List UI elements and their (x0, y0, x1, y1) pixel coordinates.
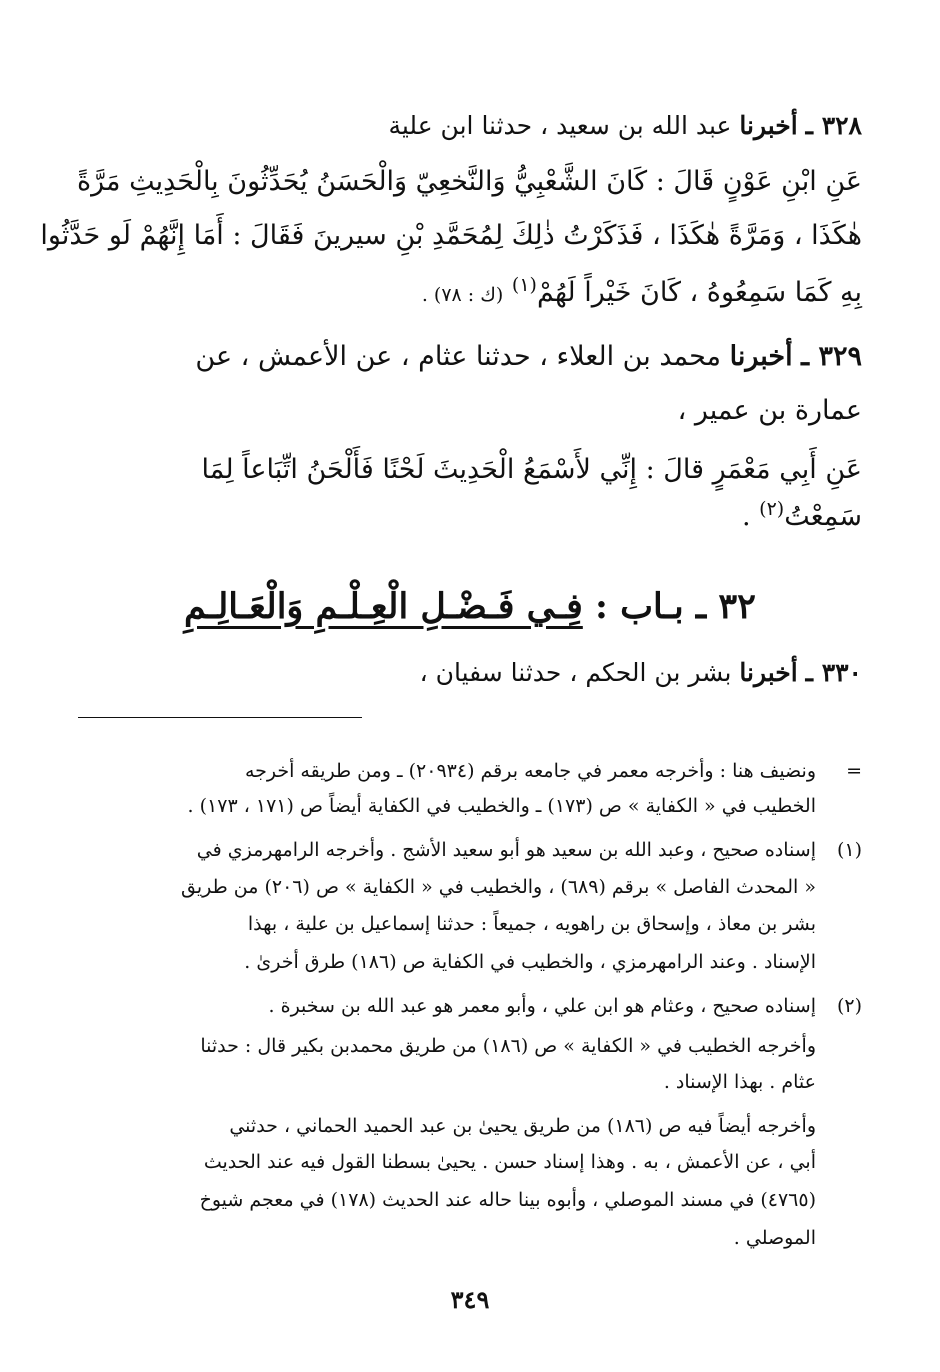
source-reference: (ك : ٧٨) . (421, 284, 504, 306)
hadith-number: ٣٢٨ ـ (805, 111, 862, 140)
footnote-continuation-line-1: ونضيف هنا : وأخرجه معمر في جامعه برقم (٢٠٩٣٤) ـ ومن طريقه أخرجه (244, 760, 816, 782)
footnote-2-line-2: وأخرجه الخطيب في « الكفاية » ص (١٨٦) من طريق محمدبن بكير قال : حدثنا (200, 1035, 816, 1057)
matn-text: سَمِعْتُ (784, 501, 862, 532)
footnote-2-mark: (٢) (836, 995, 862, 1017)
hadith-329-matn-line-1: عَنِ أَبِي مَعْمَرٍ قالَ : إِنِّي لأَسْمَعُ الْحَدِيثَ لَحْنًا فَأَلْحَنُ اتِّبَاعاً لِمَا (201, 454, 862, 485)
hadith-329-isnad-line-2: عمارة بن عمير ، (677, 395, 862, 426)
chapter-title: فِـي فَـضْـلِ الْعِـلْـمِ وَالْعَـالِـمِ (184, 586, 583, 627)
chapter-prefix: ٣٢ ـ بـاب : (595, 586, 756, 627)
hadith-328-isnad (78, 113, 862, 138)
footnote-2-line-1: إسناده صحيح ، وعثام هو ابن علي ، وأبو معمر هو عبد الله بن سخبرة . (268, 995, 816, 1017)
footnote-1-line-2: « المحدث الفاصل » برقم (٦٨٩) ، والخطيب في « الكفاية » ص (٢٠٦) من طريق (181, 876, 816, 898)
hadith-329-isnad-line-1 (78, 343, 862, 370)
footnote-2-line-3: عثام . بهذا الإسناد . (663, 1071, 816, 1093)
hadith-328-matn-line-2: هٰكَذَا ، وَمَرَّةً هٰكَذَا ، فَذَكَرْتُ ذٰلِكَ لِمُحَمَّدِ بْنِ سيرينَ فَقَالَ : أَمَا إِنَّهُمْ لَو حَدَّثُوا (40, 220, 862, 251)
end-mark: . (741, 501, 751, 532)
footnote-ref: (٢) (759, 498, 785, 520)
hadith-328-matn-line-1: عَنِ ابْنِ عَوْنٍ قَالَ : كَانَ الشَّعْبِيُّ وَالنَّخعِيّ وَالْحَسَنُ يُحَدِّثُونَ بِالْحَدِيثِ مَرَّةً (77, 166, 862, 197)
footnote-1-line-3: بشر بن معاذ ، وإسحاق بن راهويه ، جميعاً : حدثنا إسماعيل بن علية ، بهذا (247, 913, 816, 935)
isnad-text: محمد بن العلاء ، حدثنا عثام ، عن الأعمش ، عن (195, 341, 721, 372)
footnote-continuation-line-2: الخطيب في « الكفاية » ص (١٧٣) ـ والخطيب في الكفاية أيضاً ص (١٧١ ، ١٧٣) . (187, 795, 816, 817)
hadith-number: ٣٣٠ ـ (805, 658, 862, 687)
isnad-text: بشر بن الحكم ، حدثنا سفيان ، (419, 658, 732, 687)
footnote-1-line-4: الإسناد . وعند الرامهرمزي ، والخطيب في الكفاية ص (١٨٦) طرق أخرىٰ . (244, 951, 816, 973)
footnote-continuation-mark: = (846, 760, 862, 782)
footnote-1-mark: (١) (836, 839, 862, 861)
footnote-2-line-6: (٤٧٦٥) في مسند الموصلي ، وأبوه بينا حاله عند الحديث (١٧٨) في معجم شيوخ (199, 1189, 816, 1211)
isnad-lead: أخبرنا (739, 111, 798, 140)
hadith-330-isnad (78, 660, 862, 685)
footnote-2-line-5: أبي ، عن الأعمش ، به . وهذا إسناد حسن . يحيىٰ بسطنا القول فيه عند الحديث (203, 1151, 816, 1173)
chapter-heading (0, 586, 940, 627)
page-number: ٣٤٩ (450, 1285, 490, 1314)
footnote-2-line-4: وأخرجه أيضاً فيه ص (١٨٦) من طريق يحيىٰ بن عبد الحميد الحماني ، حدثني (229, 1115, 816, 1137)
isnad-text: عبد الله بن سعيد ، حدثنا ابن علية (388, 111, 732, 140)
isnad-lead: أخبرنا (739, 658, 798, 687)
footnote-2-line-7: الموصلي . (733, 1227, 816, 1249)
footnote-1-line-1: إسناده صحيح ، وعبد الله بن سعيد هو أبو سعيد الأشج . وأخرجه الرامهرمزي في (196, 839, 816, 861)
footnote-separator (78, 717, 362, 718)
footnote-ref: (١) (511, 274, 537, 296)
matn-text: بِهِ كَمَا سَمِعُوهُ ، كَانَ خَيْراً لَهُمْ (536, 277, 862, 308)
hadith-329-matn-line-2 (78, 500, 862, 530)
isnad-lead: أخبرنا (729, 341, 793, 372)
hadith-328-matn-line-3 (78, 276, 862, 306)
hadith-number: ٣٢٩ ـ (801, 341, 862, 372)
